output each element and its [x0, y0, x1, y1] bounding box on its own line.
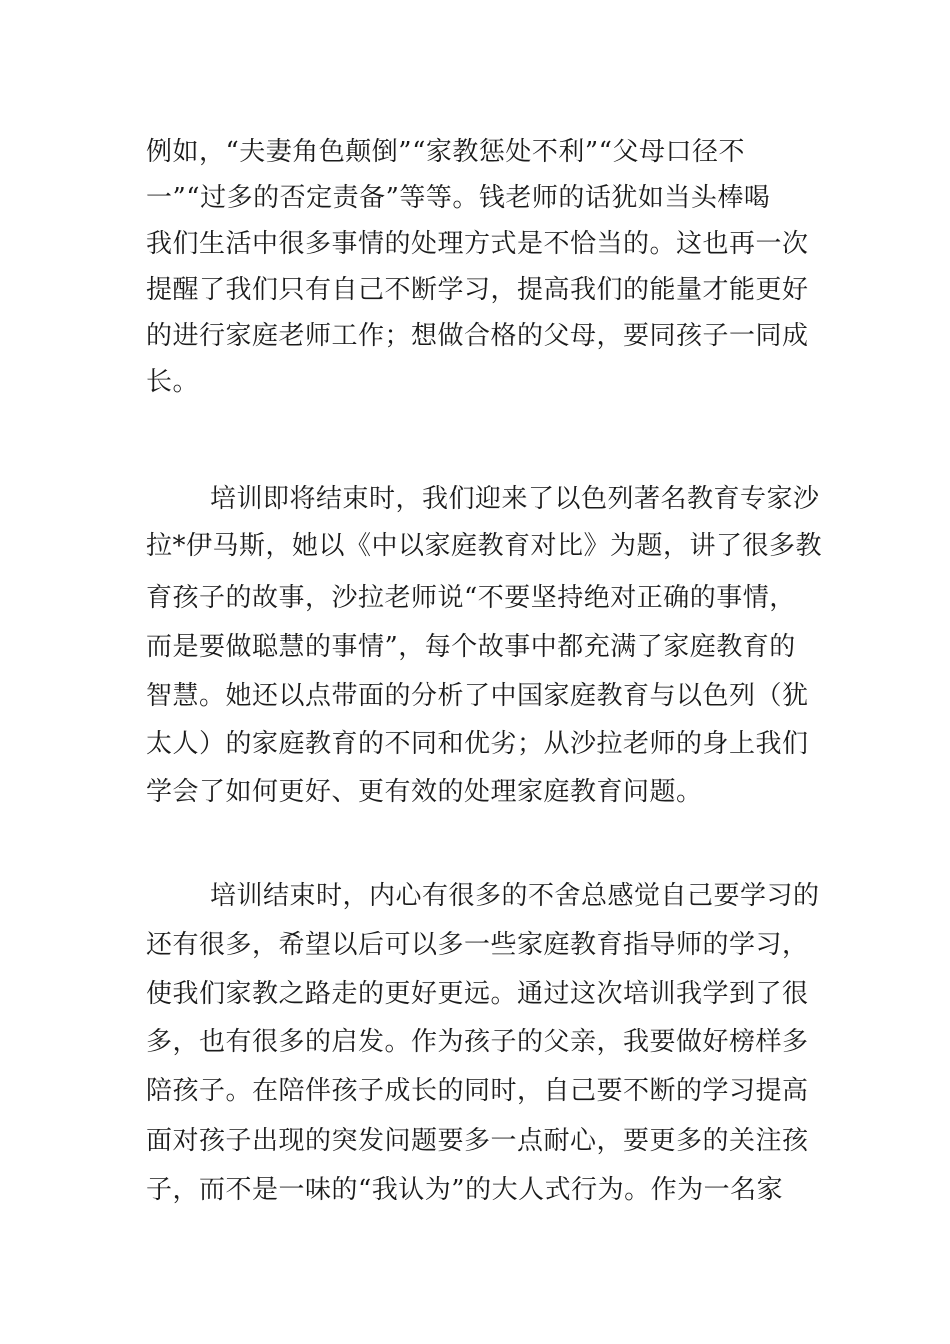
paragraph-line: 面对孩子出现的突发问题要多一点耐心，要更多的关注孩 — [146, 1126, 809, 1156]
paragraph-line: 使我们家教之路走的更好更远。通过这次培训我学到了很 — [146, 979, 809, 1009]
paragraph-line: 子，而不是一味的“我认为”的大人式行为。作为一名家 — [146, 1175, 784, 1205]
paragraph-line: 拉*伊马斯，她以《中以家庭教育对比》为题，讲了很多教 — [146, 531, 823, 561]
paragraph-line: 而是要做聪慧的事情”，每个故事中都充满了家庭教育的 — [146, 632, 796, 662]
paragraph-line: 长。 — [146, 367, 200, 397]
paragraph-line: 陪孩子。在陪伴孩子成长的同时，自己要不断的学习提高 — [146, 1076, 809, 1106]
paragraph-line: 智慧。她还以点带面的分析了中国家庭教育与以色列（犹 — [146, 681, 809, 711]
paragraph-line: 还有很多，希望以后可以多一些家庭教育指导师的学习， — [146, 930, 809, 960]
paragraph-line: 培训即将结束时，我们迎来了以色列著名教育专家沙 — [210, 484, 820, 514]
paragraph-line: 太人）的家庭教育的不同和优劣；从沙拉老师的身上我们 — [146, 729, 809, 759]
paragraph-line: 的进行家庭老师工作；想做合格的父母，要同孩子一同成 — [146, 321, 809, 351]
paragraph-line: 多，也有很多的启发。作为孩子的父亲，我要做好榜样多 — [146, 1027, 809, 1057]
paragraph-line: 培训结束时，内心有很多的不舍总感觉自己要学习的 — [210, 881, 820, 911]
paragraph-line: 例如，“夫妻角色颠倒”“家教惩处不利”“父母口径不 — [146, 137, 745, 167]
paragraph-line: 学会了如何更好、更有效的处理家庭教育问题。 — [146, 777, 703, 807]
paragraph-line: 育孩子的故事，沙拉老师说“不要坚持绝对正确的事情， — [146, 583, 796, 613]
paragraph-line: 一”“过多的否定责备”等等。钱老师的话犹如当头棒喝 — [146, 183, 771, 213]
paragraph-line: 我们生活中很多事情的处理方式是不恰当的。这也再一次 — [146, 229, 809, 259]
paragraph-line: 提醒了我们只有自己不断学习，提高我们的能量才能更好 — [146, 275, 809, 305]
